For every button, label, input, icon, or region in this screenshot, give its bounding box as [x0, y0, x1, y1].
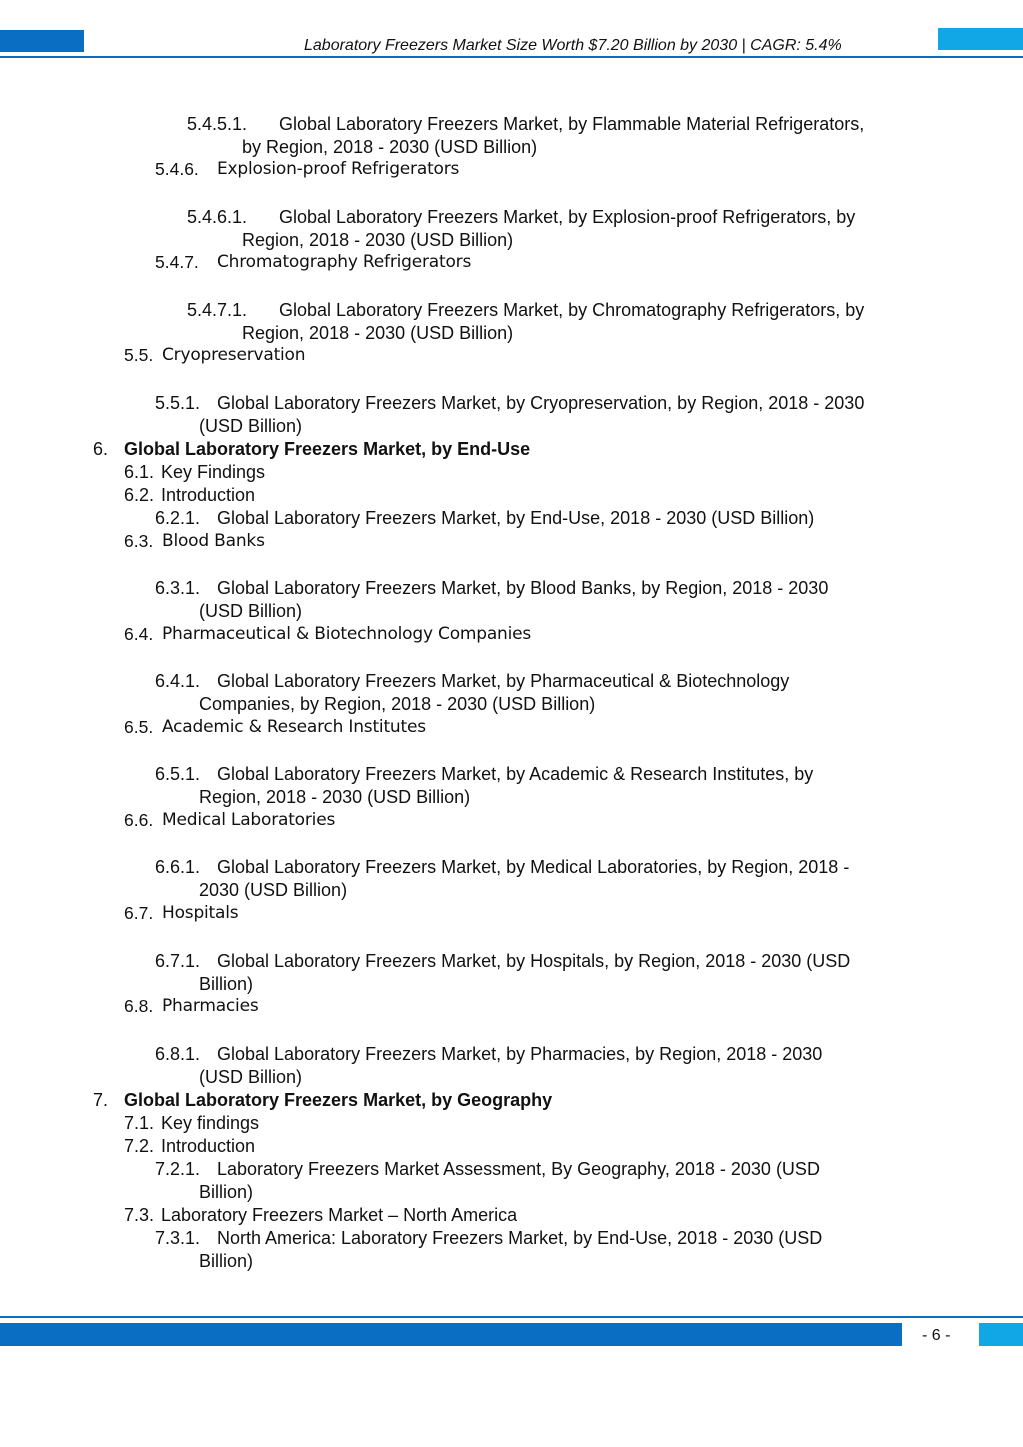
toc-entry-number: 6.2.1.: [155, 508, 201, 528]
toc-entry-continuation: (USD Billion): [199, 601, 303, 621]
toc-entry-text: Introduction: [161, 1136, 256, 1156]
toc-entry-number: 5.5.: [124, 345, 154, 365]
toc-entry-text: Introduction: [161, 485, 256, 505]
toc-entry-text: Cryopreservation: [162, 345, 306, 365]
toc-entry-text: Explosion-proof Refrigerators: [217, 159, 460, 179]
toc-entry-continuation: Region, 2018 - 2030 (USD Billion): [242, 323, 514, 343]
toc-entry-text: Pharmaceutical & Biotechnology Companies: [162, 624, 532, 644]
toc-entry-continuation: Billion): [199, 1182, 254, 1202]
toc-entry-text: Pharmacies: [162, 996, 259, 1016]
toc-entry-text: Global Laboratory Freezers Market, by Hospitals, by Region, 2018 - 2030 (USD: [217, 951, 851, 971]
toc-entry-number: 7.3.1.: [155, 1228, 201, 1248]
toc-entry-number: 7.1.: [124, 1113, 155, 1133]
header-title: Laboratory Freezers Market Size Worth $7.20 Billion by 2030 | CAGR: 5.4%: [304, 37, 842, 54]
toc-entry-number: 7.2.1.: [155, 1159, 201, 1179]
toc-entry-number: 5.4.7.1.: [187, 300, 248, 320]
toc-entry-number: 6.8.1.: [155, 1044, 201, 1064]
toc-entry-number: 5.4.6.1.: [187, 207, 248, 227]
toc-entry-number: 7.: [93, 1090, 109, 1110]
toc-entry-number: 6.3.1.: [155, 578, 201, 598]
toc-entry-text: Laboratory Freezers Market Assessment, By Geography, 2018 - 2030 (USD: [217, 1159, 820, 1179]
toc-entry-text: Global Laboratory Freezers Market, by Geography: [124, 1090, 553, 1110]
toc-entry-text: Medical Laboratories: [162, 810, 336, 830]
toc-entry-text: Key findings: [161, 1113, 260, 1133]
toc-entry-text: Global Laboratory Freezers Market, by Pharmaceutical & Biotechnology: [217, 671, 790, 691]
toc-entry-number: 6.6.1.: [155, 857, 201, 877]
toc-entry-number: 6.5.1.: [155, 764, 201, 784]
toc-entry-text: Global Laboratory Freezers Market, by End-Use: [124, 439, 531, 459]
toc-entry-text: North America: Laboratory Freezers Market, by End-Use, 2018 - 2030 (USD: [217, 1228, 823, 1248]
toc-entry-text: Global Laboratory Freezers Market, by Explosion-proof Refrigerators, by: [279, 207, 856, 227]
toc-entry-number: 6.7.: [124, 903, 154, 923]
toc-entry-number: 6.3.: [124, 531, 154, 551]
toc-entry-text: Global Laboratory Freezers Market, by Medical Laboratories, by Region, 2018 -: [217, 857, 850, 877]
toc-entry-number: 7.2.: [124, 1136, 155, 1156]
toc-entry-continuation: Region, 2018 - 2030 (USD Billion): [242, 230, 514, 250]
toc-entry-text: Global Laboratory Freezers Market, by End-Use, 2018 - 2030 (USD Billion): [217, 508, 815, 528]
toc-entry-continuation: 2030 (USD Billion): [199, 880, 348, 900]
footer-accent-right: [979, 1323, 1023, 1346]
toc-entry-continuation: Region, 2018 - 2030 (USD Billion): [199, 787, 471, 807]
toc-entry-number: 6.4.1.: [155, 671, 201, 691]
toc-entry-continuation: (USD Billion): [199, 1067, 303, 1087]
toc-entry-text: Global Laboratory Freezers Market, by Pharmacies, by Region, 2018 - 2030: [217, 1044, 823, 1064]
header-accent-left: [0, 30, 84, 52]
toc-entry-continuation: (USD Billion): [199, 416, 303, 436]
toc-entry-text: Blood Banks: [162, 531, 265, 551]
toc-entry-continuation: by Region, 2018 - 2030 (USD Billion): [242, 137, 538, 157]
toc-entry-continuation: Billion): [199, 1251, 254, 1271]
toc-entry-text: Global Laboratory Freezers Market, by Academic & Research Institutes, by: [217, 764, 814, 784]
footer-bar: [0, 1323, 902, 1346]
toc-entry-text: Global Laboratory Freezers Market, by Flammable Material Refrigerators,: [279, 114, 865, 134]
toc-entry-number: 7.3.: [124, 1205, 155, 1225]
toc-entry-text: Global Laboratory Freezers Market, by Blood Banks, by Region, 2018 - 2030: [217, 578, 829, 598]
toc-entry-number: 6.: [93, 439, 109, 459]
toc-entry-continuation: Companies, by Region, 2018 - 2030 (USD Billion): [199, 694, 596, 714]
toc-entry-number: 6.5.: [124, 717, 154, 737]
toc-entry-number: 6.1.: [124, 462, 155, 482]
toc-entry-text: Key Findings: [161, 462, 266, 482]
toc-entry-number: 5.4.5.1.: [187, 114, 248, 134]
toc-entry-text: Global Laboratory Freezers Market, by Chromatography Refrigerators, by: [279, 300, 865, 320]
toc-entry-number: 6.4.: [124, 624, 154, 644]
footer-rule: [0, 1316, 1023, 1318]
toc-entry-text: Chromatography Refrigerators: [217, 252, 472, 272]
toc-entry-continuation: Billion): [199, 974, 254, 994]
toc-entry-text: Hospitals: [162, 903, 239, 923]
toc-entry-number: 6.6.: [124, 810, 154, 830]
header-rule: [0, 56, 1023, 58]
toc-entry-number: 6.2.: [124, 485, 155, 505]
page-number: - 6 -: [922, 1327, 951, 1344]
header-accent-right: [938, 28, 1023, 50]
toc-entry-number: 5.4.7.: [155, 252, 199, 272]
toc-entry-number: 6.7.1.: [155, 951, 201, 971]
toc-entry-text: Academic & Research Institutes: [162, 717, 426, 737]
toc-entry-number: 5.4.6.: [155, 159, 199, 179]
toc-entry-text: Laboratory Freezers Market – North America: [161, 1205, 518, 1225]
toc-entry-text: Global Laboratory Freezers Market, by Cryopreservation, by Region, 2018 - 2030: [217, 393, 865, 413]
toc-entry-number: 5.5.1.: [155, 393, 201, 413]
toc-entry-number: 6.8.: [124, 996, 154, 1016]
